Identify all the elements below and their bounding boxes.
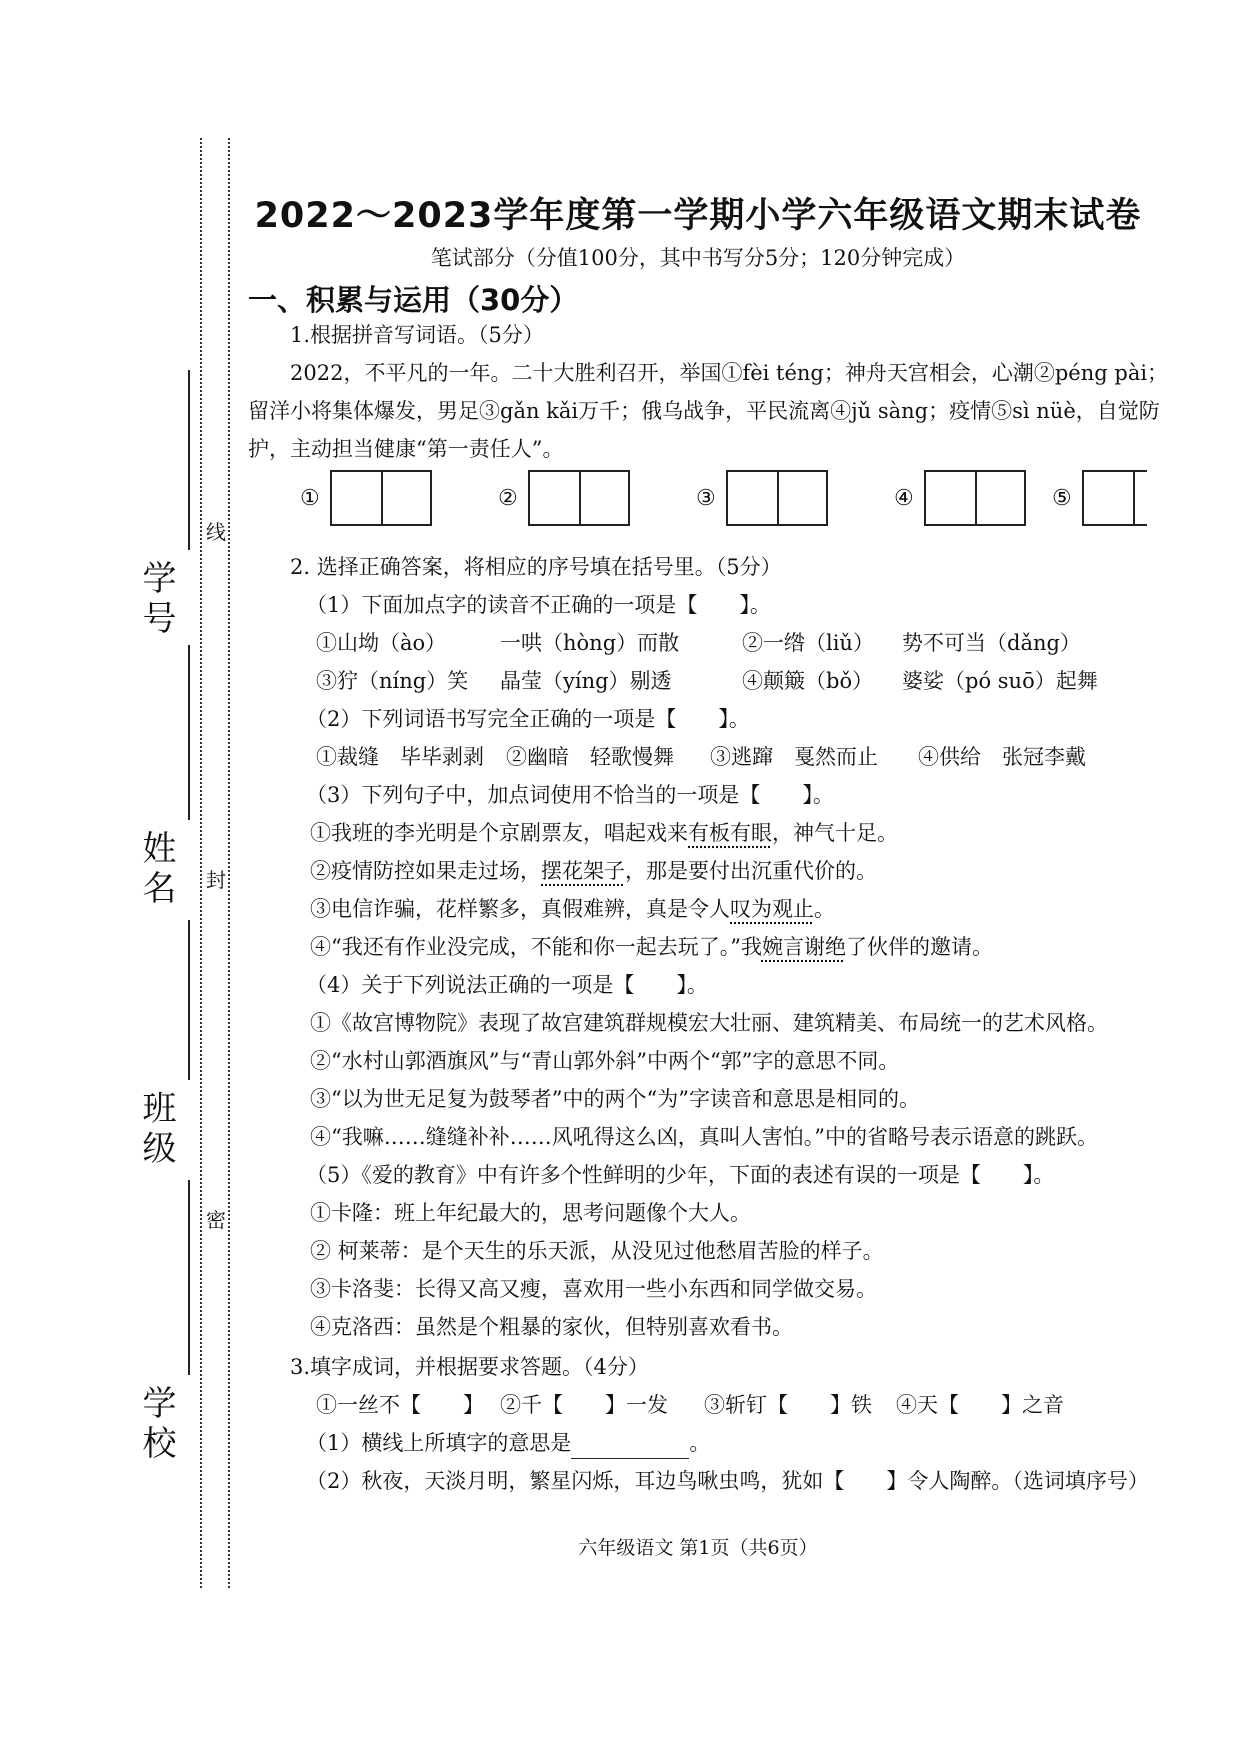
answer-box-group: [300, 470, 432, 526]
q2-s5-stem: （5）《爱的教育》中有许多个性鲜明的少年，下面的表述有误的一项是【 】。: [306, 1163, 1055, 1187]
q2-s1-option: ②一绺（liǔ）: [742, 631, 874, 655]
answer-box[interactable]: [1082, 470, 1147, 526]
q2-s2-option: ④供给 张冠李戴: [918, 745, 1086, 769]
q2-s1-option: ①山坳（ào）: [316, 631, 447, 655]
q2-s1-option: 势不可当（dǎng）: [902, 631, 1081, 655]
q2-s4-option: ③“以为世无足复为鼓琴者”中的两个“为”字读音和意思是相同的。: [310, 1087, 920, 1111]
q3-heading: 3.填字成词，并根据要求答题。（4分）: [290, 1355, 649, 1379]
q1-heading: 1.根据拼音写词语。（5分）: [290, 323, 544, 347]
q2-s1-stem: （1）下面加点字的读音不正确的一项是【 】。: [306, 593, 771, 617]
q2-s5-option: ② 柯莱蒂：是个天生的乐天派，从没见过他愁眉苦脸的样子。: [310, 1239, 884, 1263]
page-footer: 六年级语文 第1页（共6页）: [578, 1537, 818, 1559]
answer-box-group: [894, 470, 1026, 526]
answer-box-group: [696, 470, 828, 526]
binding-mark-mi: 密: [206, 1208, 226, 1232]
q2-s3-option-2: ②疫情防控如果走过场，摆花架子，那是要付出沉重代价的。: [310, 859, 877, 883]
binding-dotted-line-outer: [200, 138, 202, 1588]
q2-s4-option: ④“我嘛……缝缝补补……风吼得这么凶，真叫人害怕。”中的省略号表示语意的跳跃。: [310, 1125, 1098, 1149]
q3-idiom: ④天【 】之音: [896, 1393, 1064, 1417]
q2-s1-option: ③狞（níng）笑: [316, 669, 469, 693]
answer-blank[interactable]: [571, 1428, 689, 1459]
q2-s5-option: ③卡洛斐：长得又高又瘦，喜欢用一些小东西和同学做交易。: [310, 1277, 877, 1301]
q2-heading: 2. 选择正确答案，将相应的序号填在括号里。（5分）: [290, 555, 782, 579]
q2-s1-option: 婆娑（pó suō）起舞: [902, 669, 1098, 693]
answer-box-number: ④: [894, 485, 914, 511]
dotted-word: 摆花架子: [541, 859, 625, 883]
exam-title: 2022～2023学年度第一学期小学六年级语文期末试卷: [254, 196, 1142, 236]
answer-box-group: [1052, 470, 1147, 526]
q1-passage-line2: 留洋小将集体爆发，男足③gǎn kǎi万千；俄乌战争，平民流离④jǔ sàng；疫情⑤sì nüè，自觉防: [248, 399, 1160, 423]
binding-dotted-line-inner: [228, 138, 230, 1588]
class-line[interactable]: [188, 920, 190, 1080]
answer-box-number: ③: [696, 485, 716, 511]
q2-s1-option: 晶莹（yíng）剔透: [500, 669, 672, 693]
q2-s2-option: ①裁缝 毕毕剥剥: [316, 745, 484, 769]
binding-mark-xian: 线: [206, 520, 226, 544]
section-heading: 一、积累与运用（30分）: [248, 283, 579, 317]
q2-s3-stem: （3）下列句子中，加点词使用不恰当的一项是【 】。: [306, 783, 834, 807]
q3-sub1: （1）横线上所填字的意思是 。: [306, 1428, 710, 1459]
q3-idiom: ①一丝不【 】: [316, 1393, 484, 1417]
exam-subtitle: 笔试部分（分值100分，其中书写分5分；120分钟完成）: [430, 246, 966, 270]
q2-s4-option: ①《故宫博物院》表现了故宫建筑群规模宏大壮丽、建筑精美、布局统一的艺术风格。: [310, 1011, 1108, 1035]
school-label: 学校: [136, 1385, 176, 1465]
q2-s2-stem: （2）下列词语书写完全正确的一项是【 】。: [306, 707, 750, 731]
q2-s4-stem: （4）关于下列说法正确的一项是【 】。: [306, 973, 708, 997]
q3-idiom: ③斩钉【 】铁: [704, 1393, 872, 1417]
q2-s1-option: ④颠簸（bǒ）: [742, 669, 874, 693]
answer-box-number: ①: [300, 485, 320, 511]
answer-box-number: ⑤: [1052, 485, 1072, 511]
answer-box[interactable]: [924, 470, 1026, 526]
answer-box[interactable]: [528, 470, 630, 526]
q2-s1-option: 一哄（hòng）而散: [500, 631, 680, 655]
q2-s5-option: ④克洛西：虽然是个粗暴的家伙，但特别喜欢看书。: [310, 1315, 793, 1339]
student-number-line[interactable]: [188, 370, 190, 550]
q1-passage-line3: 护，主动担当健康“第一责任人”。: [248, 437, 564, 461]
dotted-word: 有板有眼: [688, 821, 772, 845]
q3-idiom: ②千【 】一发: [500, 1393, 668, 1417]
student-number-label: 学号: [136, 560, 176, 640]
class-label: 班级: [136, 1090, 176, 1170]
answer-box[interactable]: [330, 470, 432, 526]
q1-answer-boxes: [248, 470, 1148, 530]
q2-s2-option: ②幽暗 轻歌慢舞: [506, 745, 674, 769]
q2-s4-option: ②“水村山郭酒旗风”与“青山郭外斜”中两个“郭”字的意思不同。: [310, 1049, 900, 1073]
q3-sub2: （2）秋夜，天淡月明，繁星闪烁，耳边鸟啾虫鸣，犹如【 】令人陶醉。（选词填序号）: [306, 1469, 1149, 1493]
answer-box-number: ②: [498, 485, 518, 511]
dotted-word: 叹为观止: [730, 897, 814, 921]
student-name-line[interactable]: [188, 645, 190, 820]
q2-s2-option: ③逃蹿 戛然而止: [710, 745, 878, 769]
answer-box-group: [498, 470, 630, 526]
school-line[interactable]: [188, 1180, 190, 1375]
q1-passage-line1: 2022，不平凡的一年。二十大胜利召开，举国①fèi téng；神舟天宫相会，心潮②péng pài；: [290, 361, 1169, 385]
q2-s3-option-3: ③电信诈骗，花样繁多，真假难辨，真是令人叹为观止。: [310, 897, 835, 921]
q2-s3-option-4: ④“我还有作业没完成，不能和你一起去玩了。”我婉言谢绝了伙伴的邀请。: [310, 935, 993, 959]
q2-s3-option-1: ①我班的李光明是个京剧票友，唱起戏来有板有眼，神气十足。: [310, 821, 898, 845]
q2-s5-option: ①卡隆：班上年纪最大的，思考问题像个大人。: [310, 1201, 751, 1225]
student-name-label: 姓名: [136, 830, 176, 910]
binding-mark-feng: 封: [206, 868, 226, 892]
dotted-word: 婉言谢绝: [761, 935, 846, 959]
answer-box[interactable]: [726, 470, 828, 526]
